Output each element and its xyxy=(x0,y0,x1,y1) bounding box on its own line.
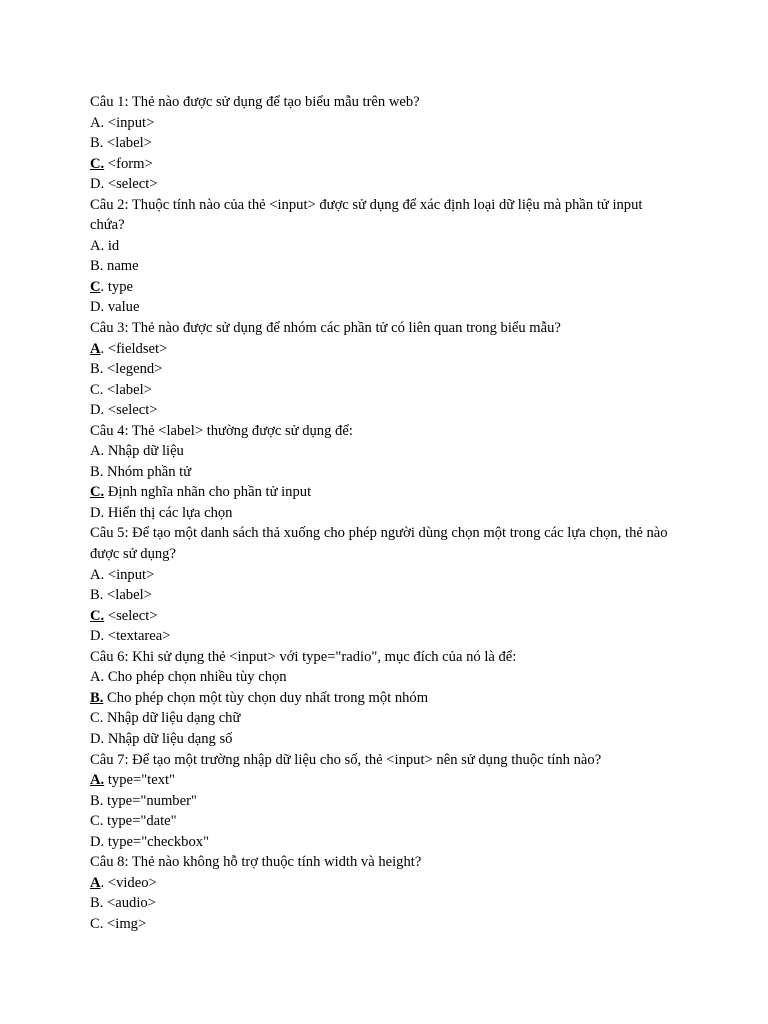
option-separator: . xyxy=(100,730,108,747)
question-text: Câu 6: Khi sử dụng thẻ <input> với type="radio", mục đích của nó là để: xyxy=(90,648,517,665)
answer-option xyxy=(90,914,680,935)
option-separator: . xyxy=(100,504,108,521)
option-separator: . xyxy=(99,258,108,275)
question-text: Câu 3: Thẻ nào được sử dụng để nhóm các phần tử có liên quan trong biểu mẫu? xyxy=(90,320,561,337)
answer-option xyxy=(90,277,680,298)
option-separator: . xyxy=(100,833,108,850)
answer-option xyxy=(90,606,680,627)
option-separator: . xyxy=(99,463,108,480)
option-text: Cho phép chọn một tùy chọn duy nhất trong một nhóm xyxy=(107,689,429,706)
option-separator: . xyxy=(100,237,108,254)
marked-answer-letter: C. xyxy=(90,607,105,624)
answer-option xyxy=(90,462,680,483)
answer-option xyxy=(90,297,680,318)
option-text: id xyxy=(107,237,120,254)
option-text: name xyxy=(107,258,139,275)
question-text: Câu 4: Thẻ <label> thường được sử dụng để: xyxy=(90,422,353,439)
option-letter: B xyxy=(90,361,100,378)
answer-option xyxy=(90,667,680,688)
quiz-document xyxy=(90,92,680,934)
option-separator: . xyxy=(99,587,108,604)
answer-option xyxy=(90,359,680,380)
answer-option xyxy=(90,256,680,277)
question-block xyxy=(90,195,680,318)
answer-option xyxy=(90,339,680,360)
option-text: Nhập dữ liệu dạng chữ xyxy=(107,710,241,727)
option-letter: A xyxy=(90,237,101,254)
marked-answer-letter: A xyxy=(90,874,101,891)
question-block xyxy=(90,523,680,646)
question-list xyxy=(90,92,680,934)
option-text: type="checkbox" xyxy=(107,833,210,850)
option-letter: B xyxy=(90,135,100,152)
option-text: value xyxy=(107,299,140,316)
option-text: <img> xyxy=(107,915,147,932)
answer-option xyxy=(90,400,680,421)
option-separator: . xyxy=(100,176,108,193)
answer-option xyxy=(90,585,680,606)
option-separator: . xyxy=(99,135,108,152)
option-text: <video> xyxy=(107,874,157,891)
answer-option xyxy=(90,873,680,894)
option-text: Nhóm phần tử xyxy=(107,463,192,480)
option-separator: . xyxy=(100,669,108,686)
option-text: type="number" xyxy=(107,792,197,809)
option-letter: A xyxy=(90,566,101,583)
option-letter: D xyxy=(90,402,101,419)
option-separator: . xyxy=(99,895,108,912)
option-text: type xyxy=(107,278,133,295)
answer-option xyxy=(90,482,680,503)
option-letter: D xyxy=(90,176,101,193)
question-text: Câu 1: Thẻ nào được sử dụng để tạo biểu mẫu trên web? xyxy=(90,94,420,110)
answer-option xyxy=(90,811,680,832)
option-text: <select> xyxy=(107,607,158,624)
marked-answer-letter: A. xyxy=(90,772,105,789)
option-letter: A xyxy=(90,114,101,131)
option-text: <label> xyxy=(107,381,152,398)
option-separator: . xyxy=(100,278,108,295)
answer-option xyxy=(90,626,680,647)
question-block xyxy=(90,421,680,524)
answer-option xyxy=(90,133,680,154)
option-separator: . xyxy=(99,381,108,398)
question-text: Câu 7: Để tạo một trường nhập dữ liệu cho số, thẻ <input> nên sử dụng thuộc tính nào? xyxy=(90,751,602,768)
option-separator: . xyxy=(99,710,108,727)
answer-option xyxy=(90,154,680,175)
option-letter: C xyxy=(90,915,100,932)
option-text: Nhập dữ liệu xyxy=(107,443,184,460)
option-text: <label> xyxy=(107,587,152,604)
option-text: Nhập dữ liệu dạng số xyxy=(107,730,233,747)
option-letter: B xyxy=(90,792,100,809)
answer-option xyxy=(90,729,680,750)
option-letter: D xyxy=(90,504,101,521)
question-block xyxy=(90,92,680,195)
marked-answer-letter: B. xyxy=(90,689,104,706)
option-text: <label> xyxy=(107,135,152,152)
answer-option xyxy=(90,236,680,257)
answer-option xyxy=(90,380,680,401)
option-separator: . xyxy=(99,361,108,378)
option-separator: . xyxy=(100,566,108,583)
answer-option xyxy=(90,565,680,586)
option-text: type="text" xyxy=(107,772,176,789)
option-separator: . xyxy=(100,628,108,645)
option-text: <select> xyxy=(107,402,158,419)
option-letter: B xyxy=(90,463,100,480)
question-text: Câu 5: Để tạo một danh sách thả xuống cho phép người dùng chọn một trong các lựa chọn, thẻ nào được sử dụng? xyxy=(90,525,668,563)
option-letter: A xyxy=(90,669,101,686)
option-text: <select> xyxy=(107,176,158,193)
option-text: Hiển thị các lựa chọn xyxy=(107,504,233,521)
option-separator: . xyxy=(100,340,108,357)
answer-option xyxy=(90,503,680,524)
option-letter: C xyxy=(90,813,100,830)
option-text: <textarea> xyxy=(107,628,171,645)
marked-answer-letter: C. xyxy=(90,484,105,501)
option-text: Cho phép chọn nhiều tùy chọn xyxy=(107,669,287,686)
question-block xyxy=(90,852,680,934)
option-text: <audio> xyxy=(107,895,156,912)
option-letter: C xyxy=(90,381,100,398)
answer-option xyxy=(90,174,680,195)
option-text: <legend> xyxy=(107,361,163,378)
option-separator: . xyxy=(100,443,108,460)
answer-option xyxy=(90,708,680,729)
option-separator: . xyxy=(99,813,108,830)
question-block xyxy=(90,647,680,750)
option-separator: . xyxy=(100,874,108,891)
question-text: Câu 2: Thuộc tính nào của thẻ <input> được sử dụng để xác định loại dữ liệu mà phần tử input chứa? xyxy=(90,196,643,234)
answer-option xyxy=(90,893,680,914)
option-letter: A xyxy=(90,443,101,460)
option-letter: B xyxy=(90,895,100,912)
option-separator: . xyxy=(100,114,108,131)
option-letter: D xyxy=(90,833,101,850)
answer-option xyxy=(90,688,680,709)
option-text: <input> xyxy=(107,566,155,583)
answer-option xyxy=(90,113,680,134)
option-text: <form> xyxy=(107,155,153,172)
option-letter: B xyxy=(90,258,100,275)
option-separator: . xyxy=(99,915,108,932)
marked-answer-letter: A xyxy=(90,340,101,357)
option-separator: . xyxy=(100,402,108,419)
answer-option xyxy=(90,791,680,812)
option-separator: . xyxy=(99,792,108,809)
option-separator: . xyxy=(100,299,108,316)
option-letter: D xyxy=(90,730,101,747)
option-text: type="date" xyxy=(107,813,177,830)
question-block xyxy=(90,318,680,421)
answer-option xyxy=(90,441,680,462)
question-block xyxy=(90,750,680,853)
marked-answer-letter: C xyxy=(90,278,101,295)
option-letter: D xyxy=(90,299,101,316)
marked-answer-letter: C. xyxy=(90,155,105,172)
option-letter: B xyxy=(90,587,100,604)
answer-option xyxy=(90,832,680,853)
option-text: <input> xyxy=(107,114,155,131)
answer-option xyxy=(90,770,680,791)
question-text: Câu 8: Thẻ nào không hỗ trợ thuộc tính width và height? xyxy=(90,854,422,871)
option-text: Định nghĩa nhãn cho phần tử input xyxy=(107,484,312,501)
option-text: <fieldset> xyxy=(107,340,168,357)
option-letter: D xyxy=(90,628,101,645)
option-letter: C xyxy=(90,710,100,727)
